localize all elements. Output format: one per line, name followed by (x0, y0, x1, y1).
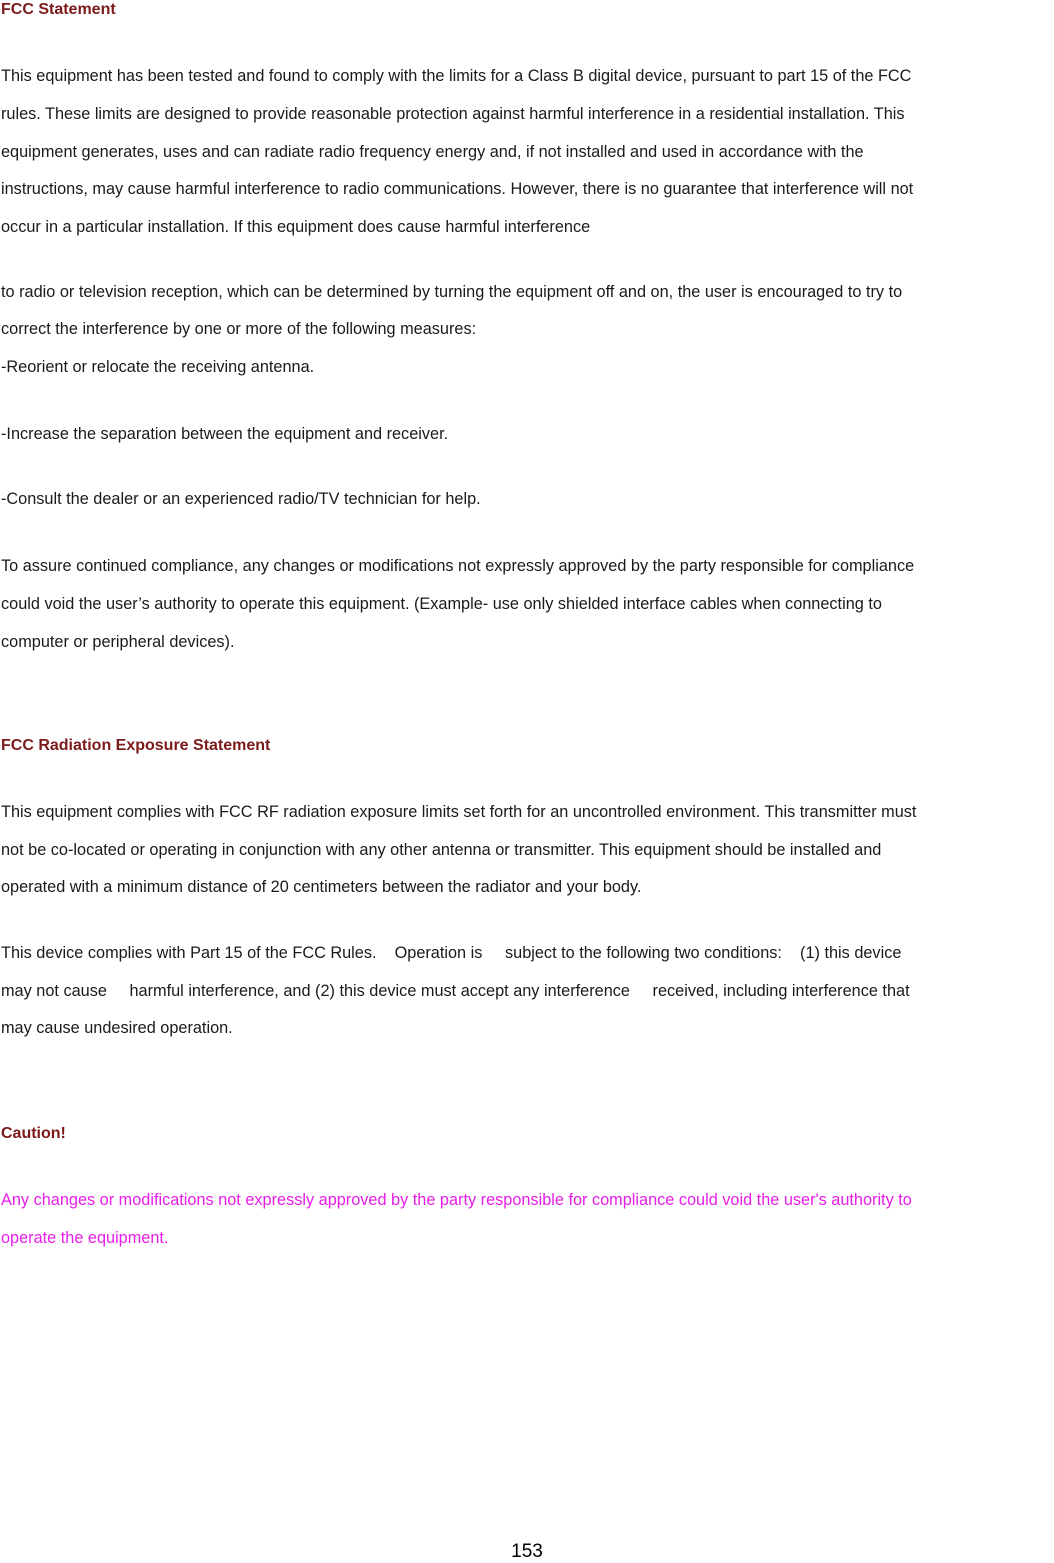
fcc-para1-line-2: rules. These limits are designed to provide reasonable protection against harmful interference in a residential installation. This (1, 105, 905, 123)
fcc-statement-heading: FCC Statement (1, 1, 116, 18)
fcc-para2-line-1: to radio or television reception, which can be determined by turning the equipment off and on, the user is encouraged to try to (1, 283, 903, 301)
fcc-para2-line-2: correct the interference by one or more of the following measures: (1, 320, 477, 338)
caution-text-line-1: Any changes or modifications not expressly approved by the party responsible for compliance could void the user's authority to (1, 1191, 912, 1209)
fcc-para1-line-3: equipment generates, uses and can radiate radio frequency energy and, if not installed and used in accordance with the (1, 143, 864, 161)
fcc-para1-line-1: This equipment has been tested and found to comply with the limits for a Class B digital device, pursuant to part 15 of the FCC (1, 67, 912, 85)
radiation-para2-line-1: This device complies with Part 15 of the FCC Rules. Operation is subject to the following two conditions: (1) this device (1, 944, 902, 962)
fcc-para1-line-4: instructions, may cause harmful interference to radio communications. However, there is no guarantee that interference will not (1, 180, 914, 198)
caution-text-line-2: operate the equipment. (1, 1229, 169, 1247)
fcc-para3-line-1: To assure continued compliance, any changes or modifications not expressly approved by the party responsible for compliance (1, 557, 915, 575)
measure-reorient: -Reorient or relocate the receiving antenna. (1, 358, 315, 376)
fcc-para3-line-3: computer or peripheral devices). (1, 633, 235, 651)
radiation-para2-line-3: may cause undesired operation. (1, 1019, 233, 1037)
radiation-para2-line-2: may not cause harmful interference, and (2) this device must accept any interference received, including interference that (1, 982, 910, 1000)
radiation-exposure-heading: FCC Radiation Exposure Statement (1, 737, 271, 754)
measure-separation: -Increase the separation between the equipment and receiver. (1, 425, 449, 443)
fcc-para1-line-5: occur in a particular installation. If this equipment does cause harmful interference (1, 218, 591, 236)
measure-consult: -Consult the dealer or an experienced radio/TV technician for help. (1, 490, 481, 508)
caution-heading: Caution! (1, 1125, 66, 1142)
radiation-para1-line-1: This equipment complies with FCC RF radiation exposure limits set forth for an uncontrolled environment. This transmitter must (1, 803, 917, 821)
page-number: 153 (511, 1541, 543, 1562)
fcc-para3-line-2: could void the user’s authority to operate this equipment. (Example- use only shielded interface cables when connecting to (1, 595, 882, 613)
radiation-para1-line-2: not be co-located or operating in conjunction with any other antenna or transmitter. This equipment should be installed and (1, 841, 882, 859)
radiation-para1-line-3: operated with a minimum distance of 20 centimeters between the radiator and your body. (1, 878, 642, 896)
